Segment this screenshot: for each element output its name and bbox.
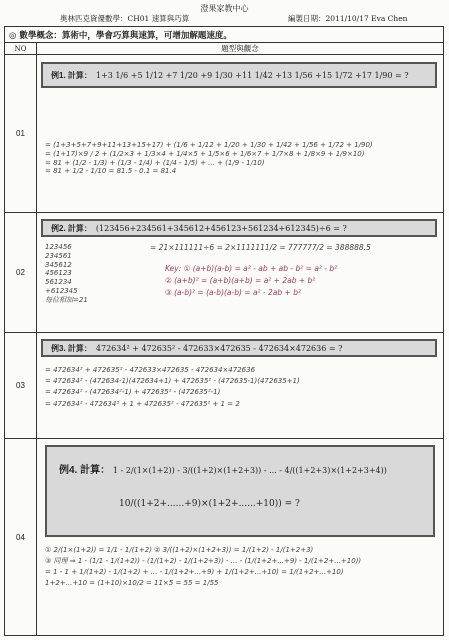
work-line: ③ 同理 ⇒ 1 - (1/1 - 1/(1+2)) - (1/(1+2) - 1/(1+2+3)) - ... - (1/(1+2+...+9) - 1/(1+2+...+10)) bbox=[45, 556, 362, 565]
question-box bbox=[41, 62, 437, 88]
work-line: ① 2/(1×(1+2)) = 1/1 - 1/(1+2) ② 3/((1+2)×(1+2+3)) = 1/(1+2) - 1/(1+2+3) bbox=[45, 546, 314, 554]
work-line: 1+2+...+10 = (1+10)×10/2 = 11×5 = 55 = 1/55 bbox=[45, 578, 219, 587]
work-line: 561234 bbox=[45, 278, 72, 286]
problem-row-02 bbox=[5, 213, 443, 333]
work-line: = (1+17)×9 / 2 + (1/2×3 + 1/3×4 + 1/4×5 + 1/5×6 + 1/6×7 + 1/7×8 + 1/8×9 + 1/9×10) bbox=[45, 149, 365, 158]
header-center: 澄果家教中心 bbox=[200, 4, 249, 13]
concept-text: ◎ 數學概念：算術中，學會巧算與速算，可增加解題速度。 bbox=[9, 31, 232, 41]
problem-row-01 bbox=[5, 55, 443, 213]
work-line: = 472634² - (472634²-1) + 472635² - (472635²-1) bbox=[45, 388, 221, 397]
problem-number: 02 bbox=[5, 213, 37, 332]
work-line: = 472634² - 472634² + 1 + 472635² - 472635² + 1 = 2 bbox=[45, 399, 240, 408]
question-line-2: 10/((1+2+......+9)×(1+2+......+10)) = ? bbox=[119, 499, 300, 509]
question-label: 例2. 計算： bbox=[51, 223, 92, 233]
work-line: = 1 - 1 + 1/(1+2) - 1/(1+2) + ... - 1/(1+2+...+9) + 1/(1+2+...+10) = 1/(1+2+...+10) bbox=[45, 567, 344, 576]
handwritten-work bbox=[45, 365, 300, 410]
question-label: 例4. 計算： bbox=[59, 465, 111, 476]
table-header-row bbox=[5, 43, 443, 55]
header-topic: 題型與觀念 bbox=[221, 44, 259, 53]
work-line: = 472634² + 472635² - 472633×472635 - 472634×472636 bbox=[45, 366, 256, 374]
key-line: ③ (a-b)² = (a-b)(a-b) = a² - 2ab + b² bbox=[165, 288, 301, 297]
header-left: 奧林匹克資優數學：CH01 速算與巧算 bbox=[60, 14, 190, 23]
problem-number: 01 bbox=[5, 55, 37, 212]
work-line: 每位相加=21 bbox=[45, 295, 88, 304]
work-line: +612345 bbox=[45, 286, 78, 295]
handwritten-result: = 21×111111÷6 = 2×1111111/2 = 777777/2 = 388888.5 bbox=[150, 243, 371, 252]
key-line: Key: ① (a+b)(a-b) = a² - ab + ab - b² = a² - b² bbox=[165, 264, 338, 273]
handwritten-work bbox=[45, 545, 361, 588]
key-formulas bbox=[165, 263, 337, 299]
work-line: 345612 bbox=[45, 260, 72, 269]
question-text: 1 - 2/(1×(1+2)) - 3/((1+2)×(1+2+3)) - ... - 4/((1+2+3)×(1+2+3+4)) bbox=[112, 466, 387, 475]
work-line: 234561 bbox=[45, 251, 72, 260]
work-line: = 472634² - (472634-1)(472634+1) + 472635² - (472635-1)(472635+1) bbox=[45, 377, 300, 386]
work-line: 123456 bbox=[45, 243, 72, 251]
key-line: ② (a+b)² = (a+b)(a+b) = a² + 2ab + b² bbox=[165, 276, 316, 285]
handwritten-work bbox=[45, 141, 373, 176]
question-label: 例3. 計算： bbox=[51, 343, 92, 353]
worksheet-table bbox=[4, 26, 444, 636]
concept-row bbox=[5, 27, 443, 43]
question-box bbox=[41, 339, 437, 357]
problem-row-03 bbox=[5, 333, 443, 439]
question-label: 例1. 計算： bbox=[51, 70, 92, 80]
problem-number: 03 bbox=[5, 333, 37, 438]
question-box bbox=[45, 445, 435, 537]
header-no: NO bbox=[5, 43, 37, 54]
problem-number: 04 bbox=[5, 439, 37, 635]
question-text: 472634² + 472635² - 472633×472635 - 472634×472636 = ? bbox=[95, 343, 343, 353]
work-line: = 81 + 1/2 - 1/10 = 81.5 - 0.1 = 81.4 bbox=[45, 167, 177, 176]
question-line-1 bbox=[59, 461, 387, 476]
work-line: 456123 bbox=[45, 269, 72, 278]
question-text: 1+3 1/6 +5 1/12 +7 1/20 +9 1/30 +11 1/42 +13 1/56 +15 1/72 +17 1/90 = ? bbox=[95, 70, 409, 80]
problem-row-04 bbox=[5, 439, 443, 635]
question-text: (123456+234561+345612+456123+561234+612345)÷6 = ? bbox=[95, 223, 347, 233]
work-line: = (1+3+5+7+9+11+13+15+17) + (1/6 + 1/12 + 1/20 + 1/30 + 1/42 + 1/56 + 1/72 + 1/90) bbox=[45, 141, 373, 149]
work-line: = 81 + (1/2 - 1/3) + (1/3 - 1/4) + (1/4 - 1/5) + ... + (1/9 - 1/10) bbox=[45, 158, 265, 167]
header-right: 編製日期：2011/10/17 Eva Chen bbox=[288, 14, 408, 23]
question-box bbox=[41, 219, 437, 237]
column-addition-work bbox=[45, 243, 88, 304]
